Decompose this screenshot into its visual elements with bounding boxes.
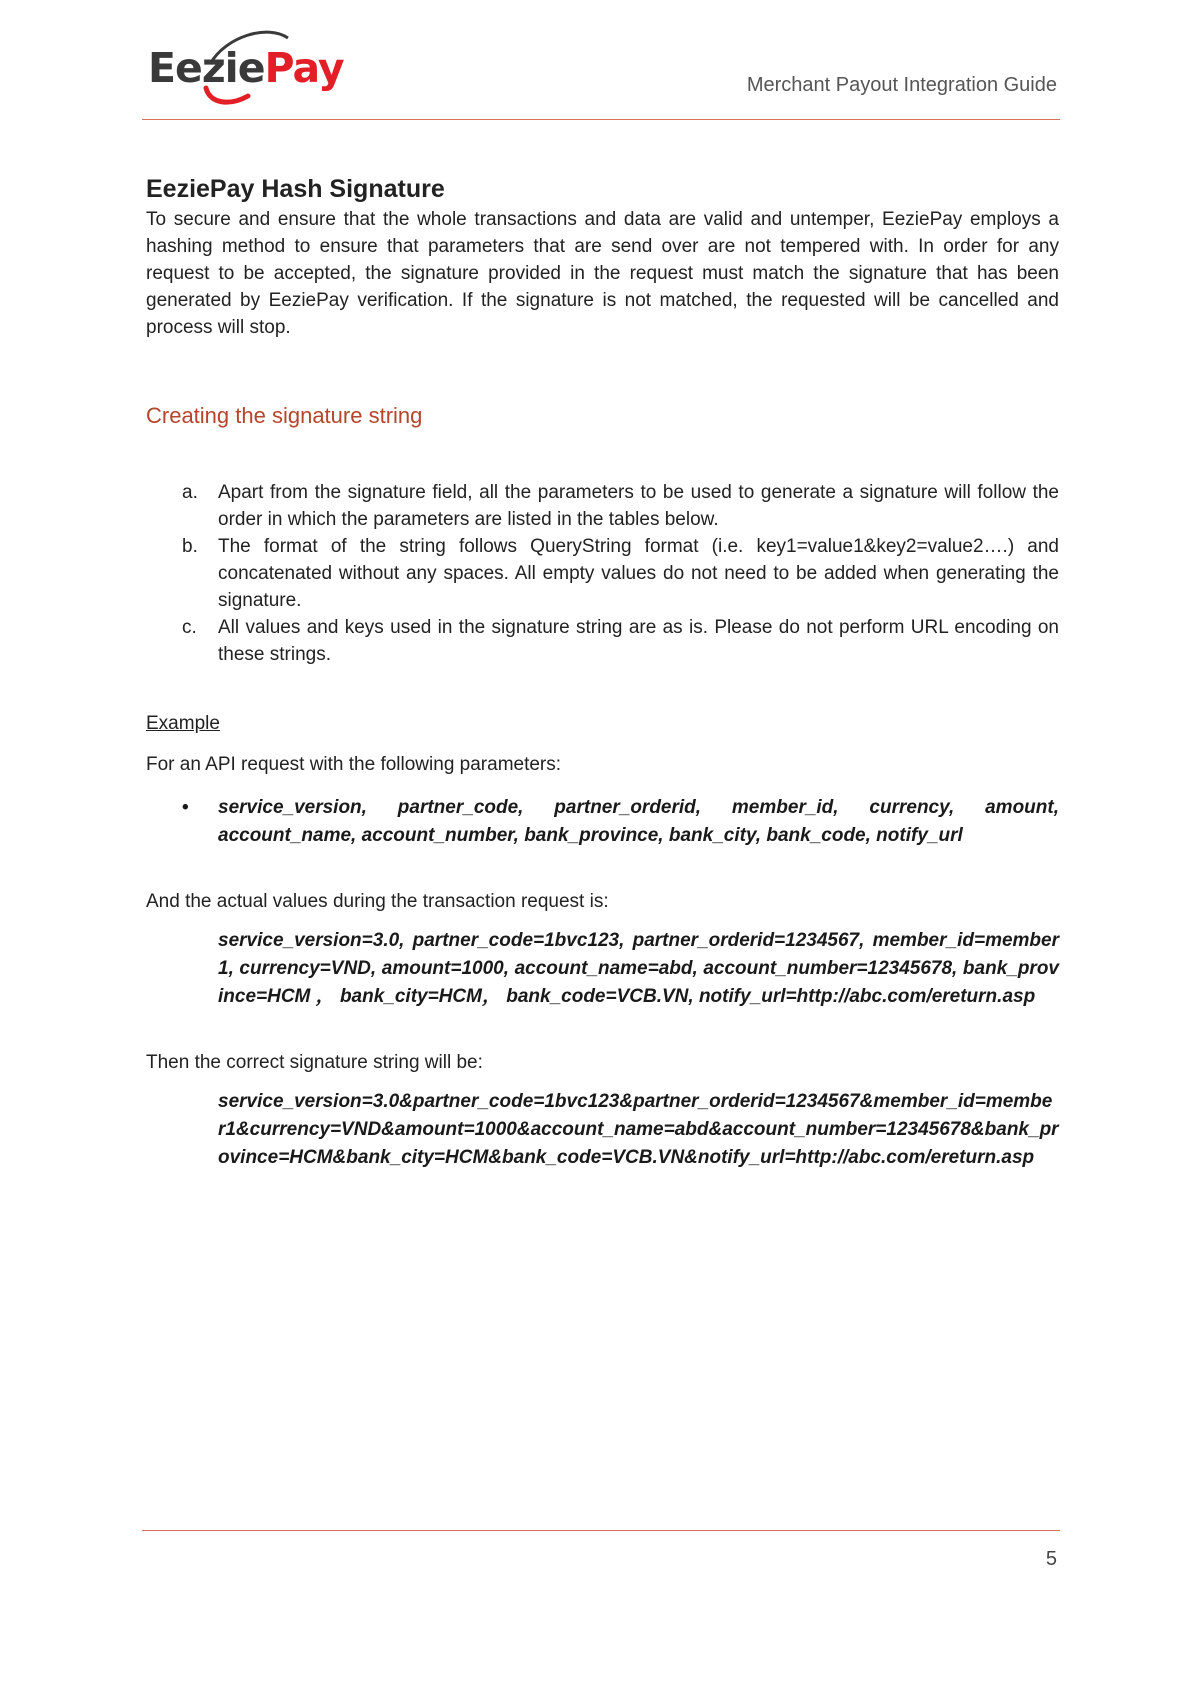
list-item: a. Apart from the signature field, all the parameters to be used to generate a signature will follow the order in which the parameters are listed in the tables below.: [182, 482, 1059, 530]
subsection-title: Creating the signature string: [146, 403, 423, 428]
list-item: c. All values and keys used in the signature string are as is. Please do not perform URL encoding on these strings.: [182, 617, 1059, 665]
values-intro: And the actual values during the transaction request is:: [146, 891, 609, 912]
logo-wordmark: EeziePay: [148, 44, 344, 92]
values-block: service_version=3.0, partner_code=1bvc123, partner_orderid=1234567, member_id=member1, currency=VND, amount=1000, account_name=abd, account_number=12345678, bank_province=HCM ， bank_city=HCM， bank_code=VCB.VN, notify_url=http://abc.com/ereturn.asp: [218, 930, 1059, 1007]
page-content: [146, 172, 1059, 1172]
footer-divider: [142, 1530, 1060, 1531]
bullet-icon: •: [182, 797, 189, 818]
list-item: b. The format of the string follows QueryString format (i.e. key1=value1&key2=value2….) and concatenated without any spaces. All empty values do not need to be added when generating the signature.: [182, 536, 1059, 611]
section-title: EeziePay Hash Signature: [146, 175, 445, 203]
page-number: 5: [1045, 1548, 1057, 1570]
eeziepay-logo: [148, 26, 344, 112]
signature-string: service_version=3.0&partner_code=1bvc123&partner_orderid=1234567&member_id=member1&currency=VND&amount=1000&account_name=abd&account_number=12345678&bank_province=HCM&bank_city=HCM&bank_code=VCB.VN&notify_url=http://abc.com/ereturn.asp: [218, 1091, 1059, 1168]
params-intro: For an API request with the following parameters:: [146, 754, 562, 775]
result-intro: Then the correct signature string will be:: [146, 1052, 483, 1073]
list-item: • service_version, partner_code, partner_orderid, member_id, currency, amount, account_name, account_number, bank_province, bank_city, bank_code, notify_url: [146, 794, 1059, 850]
example-heading: Example: [146, 713, 220, 734]
header-divider: [142, 119, 1060, 120]
steps-list: [146, 479, 1059, 668]
params-list: [146, 794, 1059, 850]
document-title: Merchant Payout Integration Guide: [746, 74, 1057, 96]
intro-paragraph: To secure and ensure that the whole transactions and data are valid and untemper, EeziePay employs a hashing method to ensure that parameters that are send over are not tempered with. In order for any request to be accepted, the signature provided in the request must match the signature that has been generated by EeziePay verification. If the signature is not matched, the requested will be cancelled and process will stop.: [146, 209, 1059, 338]
